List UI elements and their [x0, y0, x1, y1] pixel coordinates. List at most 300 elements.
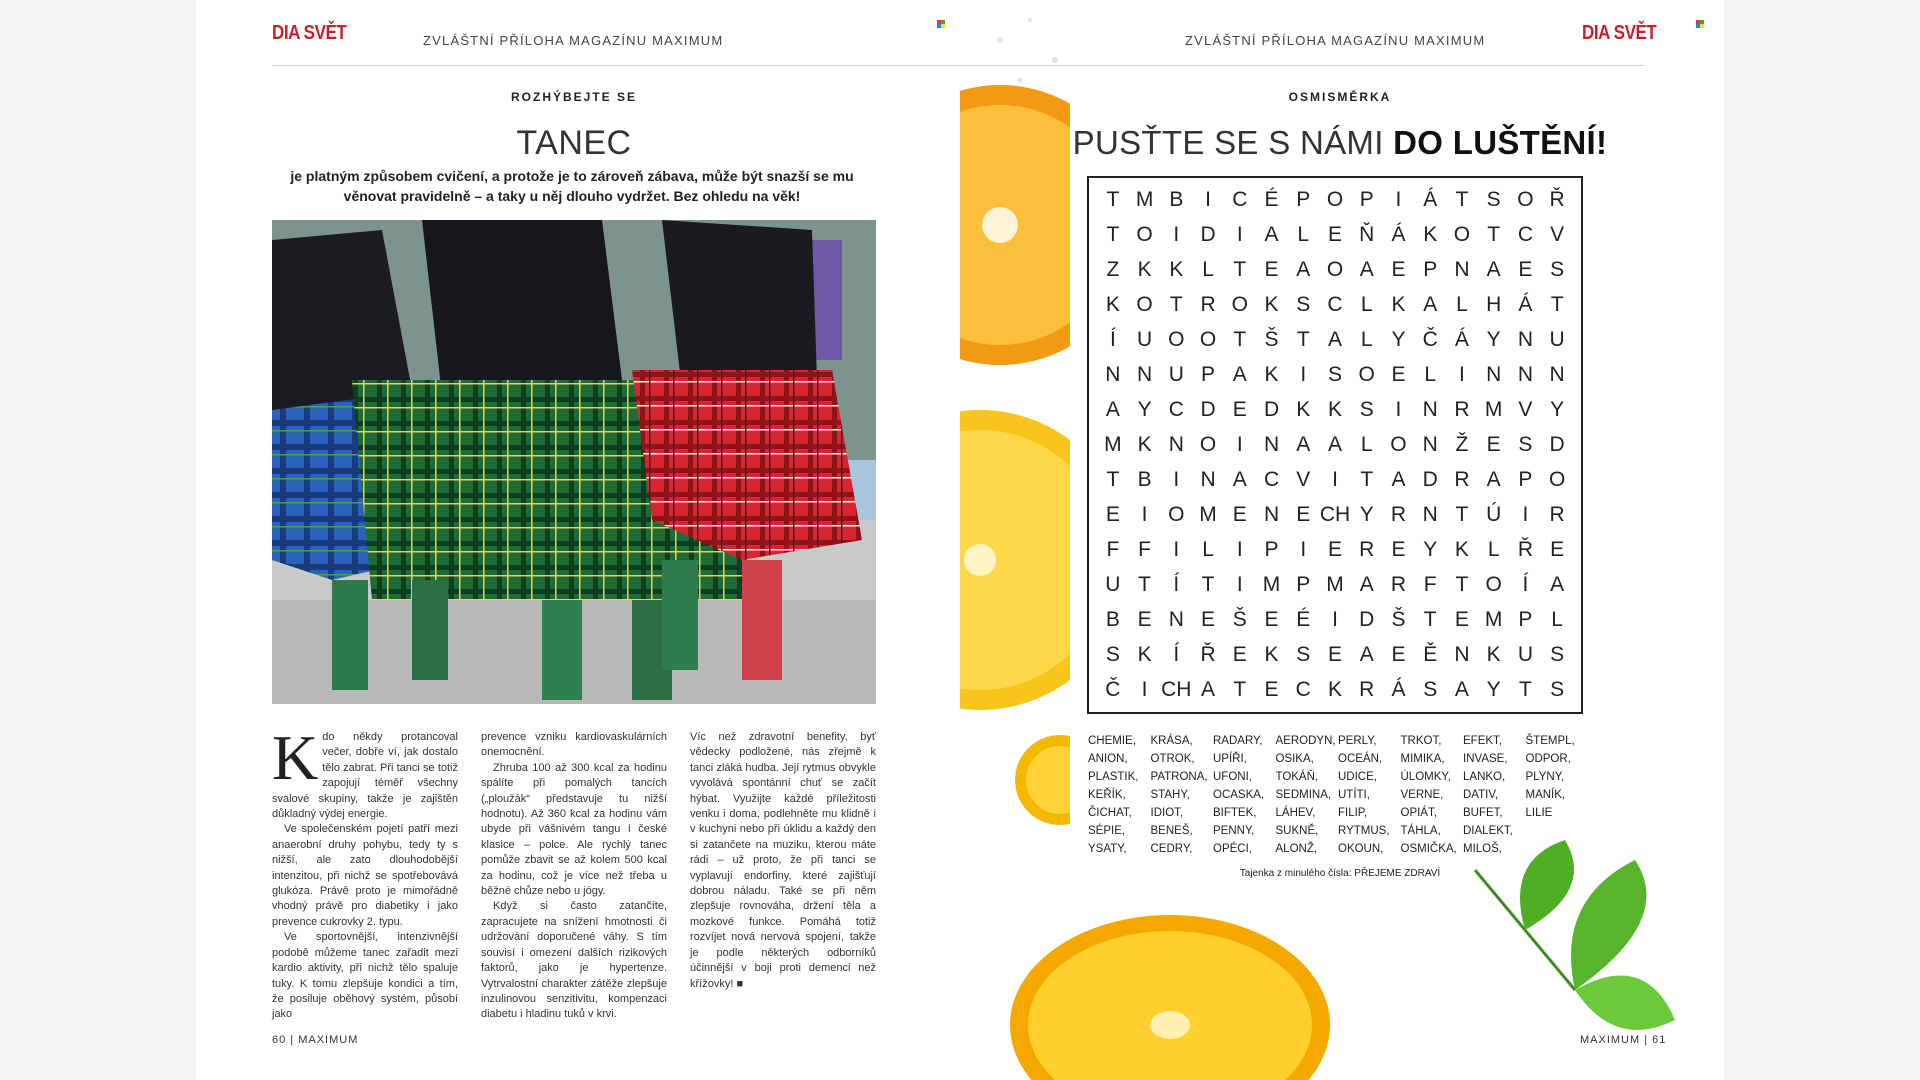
grid-cell: T: [1296, 327, 1310, 351]
grid-cell: E: [1264, 608, 1279, 632]
grid-cell: Í: [1522, 573, 1529, 597]
word-list-item: PATRONA,: [1150, 771, 1208, 783]
grid-cell: I: [1300, 538, 1307, 562]
word-list-item: OKOUN,: [1338, 843, 1384, 855]
grid-cell: E: [1296, 503, 1311, 527]
grid-cell: I: [1236, 573, 1243, 597]
word-list-item: INVASE,: [1463, 753, 1508, 765]
grid-cell: I: [1236, 538, 1243, 562]
grid-cell: V: [1518, 397, 1533, 421]
word-list-item: UTÍTI,: [1338, 789, 1370, 801]
grid-cell: A: [1296, 257, 1311, 281]
grid-cell: M: [1326, 573, 1344, 597]
word-list-item: PERLY,: [1338, 735, 1377, 747]
word-list-item: TRKOT,: [1400, 735, 1442, 747]
word-list-item: MANÍK,: [1525, 789, 1566, 801]
word-list-item: SEDMINA,: [1275, 789, 1332, 801]
grid-cell: T: [1423, 608, 1437, 632]
grid-cell: É: [1264, 187, 1279, 211]
article-title: TANEC: [516, 124, 632, 162]
grid-cell: C: [1517, 222, 1533, 246]
grid-cell: K: [1137, 432, 1152, 456]
grid-cell: S: [1359, 397, 1374, 421]
grid-cell: I: [1141, 503, 1148, 527]
word-list-item: UFONI,: [1213, 771, 1252, 783]
grid-cell: Ú: [1486, 503, 1502, 527]
grid-cell: N: [1200, 468, 1216, 492]
lemon-slice-icon: [1000, 895, 1340, 1080]
grid-cell: E: [1264, 678, 1279, 702]
grid-cell: V: [1296, 468, 1311, 492]
grid-cell: V: [1550, 222, 1565, 246]
grid-cell: E: [1232, 643, 1247, 667]
grid-cell: K: [1264, 362, 1279, 386]
grid-cell: C: [1327, 292, 1343, 316]
supplement-label: ZVLÁŠTNÍ PŘÍLOHA MAGAZÍNU MAXIMUM: [423, 33, 724, 48]
grid-cell: É: [1296, 608, 1311, 632]
word-list-item: PLYNY,: [1525, 771, 1565, 783]
puzzle-title: PUSŤTE SE S NÁMI DO LUŠTĚNÍ!: [1072, 124, 1608, 161]
grid-cell: S: [1550, 257, 1565, 281]
grid-cell: P: [1296, 187, 1311, 211]
grid-cell: S: [1550, 678, 1565, 702]
magazine-spread: [196, 0, 1724, 1080]
grid-cell: K: [1486, 643, 1501, 667]
supplement-label-right: ZVLÁŠTNÍ PŘÍLOHA MAGAZÍNU MAXIMUM: [1185, 33, 1486, 48]
grid-cell: Á: [1423, 187, 1438, 211]
grid-cell: D: [1549, 432, 1565, 456]
registration-mark-icon: [937, 20, 945, 28]
article-subtitle: je platným způsobem cvičení, a protože je to zároveň zábava, může být snazší se mu věnovat pravidelně – a taky u něj dlouho vydržet. Bez ohledu na věk!: [290, 168, 854, 204]
grid-cell: D: [1359, 608, 1375, 632]
grid-cell: N: [1422, 503, 1438, 527]
grid-cell: I: [1173, 222, 1180, 246]
grid-cell: N: [1168, 432, 1184, 456]
grid-cell: Ň: [1359, 222, 1375, 246]
grid-cell: T: [1106, 468, 1120, 492]
word-list-item: OCEÁN,: [1338, 753, 1383, 765]
header-rule-right: [960, 65, 1644, 66]
word-list-item: ŠTEMPL,: [1525, 735, 1575, 747]
word-list: [1088, 732, 1588, 858]
word-list-item: SÉPIE,: [1088, 825, 1126, 837]
grid-cell: K: [1169, 257, 1184, 281]
grid-cell: K: [1327, 678, 1342, 702]
grid-cell: U: [1105, 573, 1121, 597]
grid-cell: Y: [1486, 678, 1501, 702]
grid-cell: E: [1232, 503, 1247, 527]
grid-cell: A: [1423, 292, 1438, 316]
grid-cell: B: [1169, 187, 1184, 211]
brand-logo-right: DIA SVĚT: [1582, 22, 1657, 44]
word-list-item: DATIV,: [1463, 789, 1499, 801]
grid-cell: E: [1486, 432, 1501, 456]
word-list-column: [1338, 732, 1401, 858]
grid-cell: B: [1105, 608, 1120, 632]
grid-cell: O: [1199, 432, 1217, 456]
word-list-item: PLASTIK,: [1088, 771, 1139, 783]
grid-cell: S: [1518, 432, 1533, 456]
grid-cell: D: [1422, 468, 1438, 492]
grid-cell: K: [1391, 292, 1406, 316]
grid-cell: Á: [1391, 678, 1406, 702]
grid-cell: S: [1486, 187, 1501, 211]
grid-cell: P: [1296, 573, 1311, 597]
grid-cell: S: [1327, 362, 1342, 386]
grid-cell: M: [1484, 397, 1503, 421]
grid-cell: N: [1422, 432, 1438, 456]
grid-cell: T: [1201, 573, 1215, 597]
grid-cell: O: [1136, 292, 1153, 316]
grid-cell: P: [1359, 187, 1374, 211]
grid-cell: T: [1360, 468, 1374, 492]
grid-cell: Č: [1105, 678, 1121, 702]
grid-cell: L: [1202, 538, 1214, 562]
grid-cell: L: [1551, 608, 1563, 632]
grid-cell: E: [1201, 608, 1216, 632]
grid-cell: P: [1201, 362, 1216, 386]
word-list-item: OCASKA,: [1213, 789, 1265, 801]
grid-cell: O: [1390, 432, 1407, 456]
word-list-item: BUFET,: [1463, 807, 1503, 819]
word-list-item: STAHY,: [1150, 789, 1190, 801]
grid-cell: C: [1232, 187, 1248, 211]
word-list-column: [1526, 732, 1589, 858]
grid-cell: T: [1233, 327, 1247, 351]
word-list-item: MILOŠ,: [1463, 843, 1502, 855]
grid-cell: Š: [1264, 327, 1279, 351]
grid-cell: T: [1106, 187, 1120, 211]
grid-cell: E: [1264, 257, 1279, 281]
word-list-item: LILIE: [1525, 807, 1553, 819]
word-list-column: [1463, 732, 1526, 858]
grid-cell: I: [1459, 362, 1465, 386]
grid-cell: N: [1263, 503, 1280, 527]
word-list-column: [1151, 732, 1214, 858]
article-column-2: prevence vzniku kardiovaskulárních onemocnění. Zhruba 100 až 300 kcal za hodinu spálíte při pomalých tancích („ploužák“ představuje tu nižší hodnotu). Až 360 kcal za hodinu vám ubyde při vášnivém tangu i české klasice – polce. Ale rychlý tanec pomůže zbavit se až kolem 500 kcal za hodinu, což je více než třeba u běžné chůze nebo u jógy. Když si často zatančíte, zapracujete na snížení hmotnosti či udržování doporučené váhy. S tím souvisí i omezení dalších rizikových faktorů, jako je hypertenze. Vytrvalostní charakter zátěže zlepšuje inzulinovou senzitivitu, kompenzaci diabetu i hladinu tuků v krvi.: [481, 731, 667, 1021]
grid-cell: I: [1173, 538, 1180, 562]
grid-cell: K: [1137, 257, 1152, 281]
grid-cell: N: [1263, 432, 1280, 456]
word-list-item: OSMIČKA,: [1400, 843, 1457, 855]
grid-cell: I: [1236, 222, 1243, 246]
word-list-item: PENNY,: [1213, 825, 1255, 837]
grid-cell: A: [1391, 468, 1406, 492]
grid-cell: B: [1137, 468, 1152, 492]
article-body: [272, 722, 876, 1021]
grid-cell: O: [1517, 187, 1534, 211]
grid-cell: A: [1232, 362, 1247, 386]
grid-cell: I: [1395, 397, 1402, 421]
grid-cell: N: [1168, 608, 1184, 632]
grid-cell: E: [1518, 257, 1533, 281]
grid-cell: O: [1199, 327, 1217, 351]
grid-cell: Á: [1391, 222, 1406, 246]
grid-cell: Y: [1359, 503, 1374, 527]
grid-cell: I: [1173, 468, 1180, 492]
word-list-item: MIMIKA,: [1400, 753, 1445, 765]
grid-cell: I: [1395, 187, 1402, 211]
grid-cell: P: [1423, 257, 1438, 281]
word-list-item: UDICE,: [1338, 771, 1377, 783]
grid-cell: F: [1423, 573, 1437, 597]
section-kicker-right: OSMISMĚRKA: [1288, 90, 1392, 104]
word-list-item: OPÉCI,: [1213, 843, 1252, 855]
word-list-item: OPIÁT,: [1400, 807, 1437, 819]
grid-cell: I: [1236, 432, 1243, 456]
grid-cell: Ř: [1200, 643, 1216, 667]
word-list-item: ALONŽ,: [1275, 843, 1318, 855]
word-list-column: [1088, 732, 1151, 858]
grid-cell: P: [1264, 538, 1279, 562]
grid-cell: N: [1137, 362, 1153, 386]
grid-cell: R: [1359, 538, 1375, 562]
word-list-item: OTROK,: [1150, 753, 1195, 765]
grid-cell: T: [1106, 222, 1120, 246]
word-search-grid: [1087, 176, 1583, 714]
word-list-item: CEDRY,: [1150, 843, 1193, 855]
grid-cell: O: [1358, 362, 1375, 386]
drop-cap: K: [272, 722, 319, 793]
grid-cell: U: [1137, 327, 1153, 351]
word-list-item: EFEKT,: [1463, 735, 1502, 747]
word-list-column: [1213, 732, 1276, 858]
word-list-column: [1276, 732, 1339, 858]
page-number-left: 60 | MAXIMUM: [272, 1034, 359, 1046]
word-list-item: LANKO,: [1463, 771, 1506, 783]
article-column-3: Víc než zdravotní benefity, byť vědecky podložené, nás zřejmě k tanci zláká hudba. Její rytmus obvykle vyvolává spontánní chuť se začít hýbat. Využijte každé příležitosti venku i doma, podlehněte mu klidně i v kuchyni nebo při úklidu a každý den si zatančete na muziku, kterou máte rádi – už proto, že při tanci se vyplavují endorfiny, které zajišťují dobrou náladu. Také se při něm zlepšuje rovnováha, držení těla a mozkové funkce. Pomáhá totiž rozvíjet nová nervová spojení, takže je podle některých odborníků účinnější v boji proti demenci než křížovky! ■: [690, 731, 876, 990]
word-list-item: RYTMUS,: [1338, 825, 1390, 837]
grid-cell: A: [1550, 573, 1565, 597]
grid-cell: K: [1423, 222, 1438, 246]
grid-cell: Ě: [1423, 643, 1438, 667]
left-page: [196, 0, 960, 1080]
grid-cell: CH: [1319, 503, 1351, 527]
right-page: [960, 0, 1724, 1080]
grid-cell: N: [1454, 643, 1470, 667]
grid-cell: A: [1296, 432, 1311, 456]
grid-cell: M: [1262, 573, 1281, 597]
grid-cell: CH: [1161, 678, 1192, 702]
section-kicker: ROZHÝBEJTE SE: [510, 90, 638, 104]
grid-cell: C: [1295, 678, 1311, 702]
grid-cell: R: [1390, 503, 1407, 527]
grid-cell: M: [1135, 187, 1154, 211]
grid-cell: R: [1359, 678, 1375, 702]
grid-cell: Í: [1173, 643, 1180, 667]
grid-cell: N: [1105, 362, 1121, 386]
dancers-photo: [272, 220, 876, 704]
grid-cell: C: [1263, 468, 1280, 492]
word-list-item: CHEMIE,: [1088, 735, 1136, 747]
header-rule: [272, 65, 960, 66]
grid-cell: A: [1232, 468, 1247, 492]
grid-cell: F: [1138, 538, 1151, 562]
grid-cell: E: [1137, 608, 1152, 632]
grid-cell: U: [1517, 643, 1533, 667]
grid-cell: O: [1168, 503, 1185, 527]
word-list-item: KEŘÍK,: [1088, 789, 1126, 801]
grid-cell: M: [1484, 608, 1503, 632]
grid-cell: I: [1205, 187, 1211, 211]
word-list-item: DIALEKT,: [1463, 825, 1513, 837]
grid-cell: S: [1296, 643, 1311, 667]
grid-cell: D: [1263, 397, 1280, 421]
word-list-item: ODPOR,: [1525, 753, 1571, 765]
grid-cell: E: [1550, 538, 1565, 562]
grid-cell: F: [1106, 538, 1120, 562]
grid-cell: O: [1485, 573, 1502, 597]
page-number-right: MAXIMUM | 61: [1580, 1034, 1667, 1046]
word-list-column: [1401, 732, 1464, 858]
grid-cell: T: [1169, 292, 1183, 316]
word-list-item: OSIKA,: [1275, 753, 1314, 765]
grid-cell: E: [1391, 538, 1406, 562]
grid-cell: Í: [1173, 573, 1180, 597]
grid-cell: L: [1487, 538, 1500, 562]
article-column-1: Kdo někdy protancoval večer, dobře ví, jak dostalo tělo zabrat. Při tanci se totiž zapojují téměř všechny svalové skupiny, takže je zajištěn důkladný výdej energie. Ve společenském pojetí patří mezi anaerobní druhy pohybu, tedy ty s nižší, ale zato dlouhodobější intenzitou, při nichž se spotřebovává glukóza. Právě proto je mimořádně vhodný právě pro diabetiky i jako prevence cukrovky 2. typu. Ve sportovnější, intenzivnější podobě můžeme tanec zařadit mezi kardio aktivity, při nichž tělo spaluje tuky. K tomu zlepšuje kondici a tím, že posiluje oběhový systém, působí jako: [272, 722, 458, 1021]
grid-cell: E: [1105, 503, 1120, 527]
grid-cell: O: [1136, 222, 1153, 246]
grid-cell: K: [1105, 292, 1120, 316]
grid-cell: A: [1359, 573, 1374, 597]
grid-cell: S: [1423, 678, 1438, 702]
word-list-item: VERNE,: [1400, 789, 1444, 801]
grid-cell: E: [1327, 222, 1342, 246]
grid-cell: K: [1264, 292, 1279, 316]
word-list-item: TOKÁŇ,: [1275, 771, 1319, 783]
grid-cell: Y: [1137, 397, 1152, 421]
grid-cell: A: [1486, 257, 1501, 281]
grid-cell: Y: [1423, 538, 1438, 562]
grid-cell: O: [1548, 468, 1566, 492]
grid-cell: S: [1296, 292, 1311, 316]
grid-cell: Ž: [1455, 432, 1469, 456]
grid-cell: E: [1391, 643, 1406, 667]
word-list-item: SUKNĚ,: [1275, 825, 1319, 837]
grid-cell: N: [1454, 257, 1470, 281]
grid-cell: U: [1549, 327, 1565, 351]
grid-cell: A: [1359, 257, 1374, 281]
grid-cell: E: [1454, 608, 1469, 632]
grid-cell: I: [1332, 608, 1338, 632]
grid-cell: Á: [1454, 327, 1469, 351]
grid-cell: O: [1231, 292, 1248, 316]
grid-cell: E: [1391, 362, 1406, 386]
grid-cell: L: [1202, 257, 1214, 281]
word-list-item: ANION,: [1088, 753, 1128, 765]
grid-cell: L: [1360, 432, 1373, 456]
grid-cell: L: [1297, 222, 1310, 246]
grid-cell: R: [1200, 292, 1216, 316]
grid-cell: N: [1517, 362, 1533, 386]
grid-cell: Ř: [1517, 538, 1533, 562]
grid-cell: Y: [1550, 397, 1565, 421]
grid-cell: S: [1105, 643, 1120, 667]
grid-cell: A: [1327, 432, 1342, 456]
grid-cell: K: [1327, 397, 1342, 421]
grid-cell: C: [1168, 397, 1184, 421]
grid-cell: I: [1141, 678, 1148, 702]
grid-cell: K: [1264, 643, 1279, 667]
grid-cell: A: [1201, 678, 1216, 702]
grid-cell: Í: [1109, 327, 1116, 351]
grid-cell: S: [1550, 643, 1565, 667]
grid-cell: A: [1359, 643, 1374, 667]
grid-cell: E: [1391, 257, 1406, 281]
grid-cell: R: [1549, 503, 1565, 527]
grid-cell: T: [1233, 257, 1247, 281]
grid-cell: N: [1422, 397, 1438, 421]
grid-cell: T: [1487, 222, 1501, 246]
word-list-item: FILIP,: [1338, 807, 1368, 819]
grid-cell: T: [1518, 678, 1532, 702]
grid-cell: A: [1264, 222, 1279, 246]
grid-cell: T: [1550, 292, 1564, 316]
grid-cell: Č: [1422, 327, 1438, 351]
word-list-item: AERODYN,: [1275, 735, 1336, 747]
word-list-item: BENEŠ,: [1150, 825, 1193, 837]
word-list-item: TÁHLA,: [1400, 825, 1441, 837]
grid-cell: H: [1486, 292, 1502, 316]
word-list-item: RADARY,: [1213, 735, 1263, 747]
word-list-item: ČICHAT,: [1088, 807, 1132, 819]
grid-cell: T: [1455, 503, 1469, 527]
grid-cell: R: [1454, 397, 1470, 421]
grid-cell: M: [1104, 432, 1122, 456]
grid-cell: Y: [1391, 327, 1406, 351]
word-list-item: KRÁSA,: [1150, 735, 1193, 747]
grid-cell: I: [1300, 362, 1307, 386]
grid-cell: Z: [1106, 257, 1120, 281]
registration-mark-icon-right: [1696, 20, 1704, 28]
grid-cell: Y: [1486, 327, 1501, 351]
grid-cell: N: [1549, 362, 1565, 386]
grid-cell: R: [1454, 468, 1470, 492]
word-list-item: YSATY,: [1088, 843, 1127, 855]
grid-cell: A: [1454, 678, 1469, 702]
grid-cell: A: [1327, 327, 1342, 351]
word-list-item: UPÍŘI,: [1213, 753, 1247, 765]
grid-cell: O: [1453, 222, 1471, 246]
grid-cell: Š: [1391, 608, 1406, 632]
grid-cell: N: [1517, 327, 1533, 351]
grid-cell: R: [1390, 573, 1407, 597]
grid-cell: L: [1360, 327, 1373, 351]
grid-cell: O: [1326, 257, 1344, 281]
grid-cell: D: [1200, 397, 1216, 421]
grid-cell: P: [1518, 468, 1533, 492]
grid-cell: T: [1455, 573, 1469, 597]
word-list-item: ÚLOMKY,: [1400, 771, 1451, 783]
grid-cell: Š: [1232, 608, 1247, 632]
grid-cell: L: [1360, 292, 1373, 316]
grid-cell: Á: [1518, 292, 1533, 316]
word-list-item: LÁHEV,: [1275, 807, 1316, 819]
grid-cell: N: [1486, 362, 1502, 386]
grid-cell: P: [1518, 608, 1533, 632]
grid-cell: E: [1232, 397, 1247, 421]
grid-cell: O: [1326, 187, 1344, 211]
grid-cell: E: [1327, 538, 1342, 562]
previous-solution: Tajenka z minulého čísla: PŘEJEME ZDRAVÍ: [1239, 868, 1441, 879]
grid-cell: E: [1327, 643, 1342, 667]
grid-cell: M: [1199, 503, 1217, 527]
grid-cell: T: [1138, 573, 1151, 597]
grid-cell: T: [1233, 678, 1247, 702]
word-list-item: IDIOT,: [1150, 807, 1184, 819]
grid-cell: I: [1332, 468, 1338, 492]
